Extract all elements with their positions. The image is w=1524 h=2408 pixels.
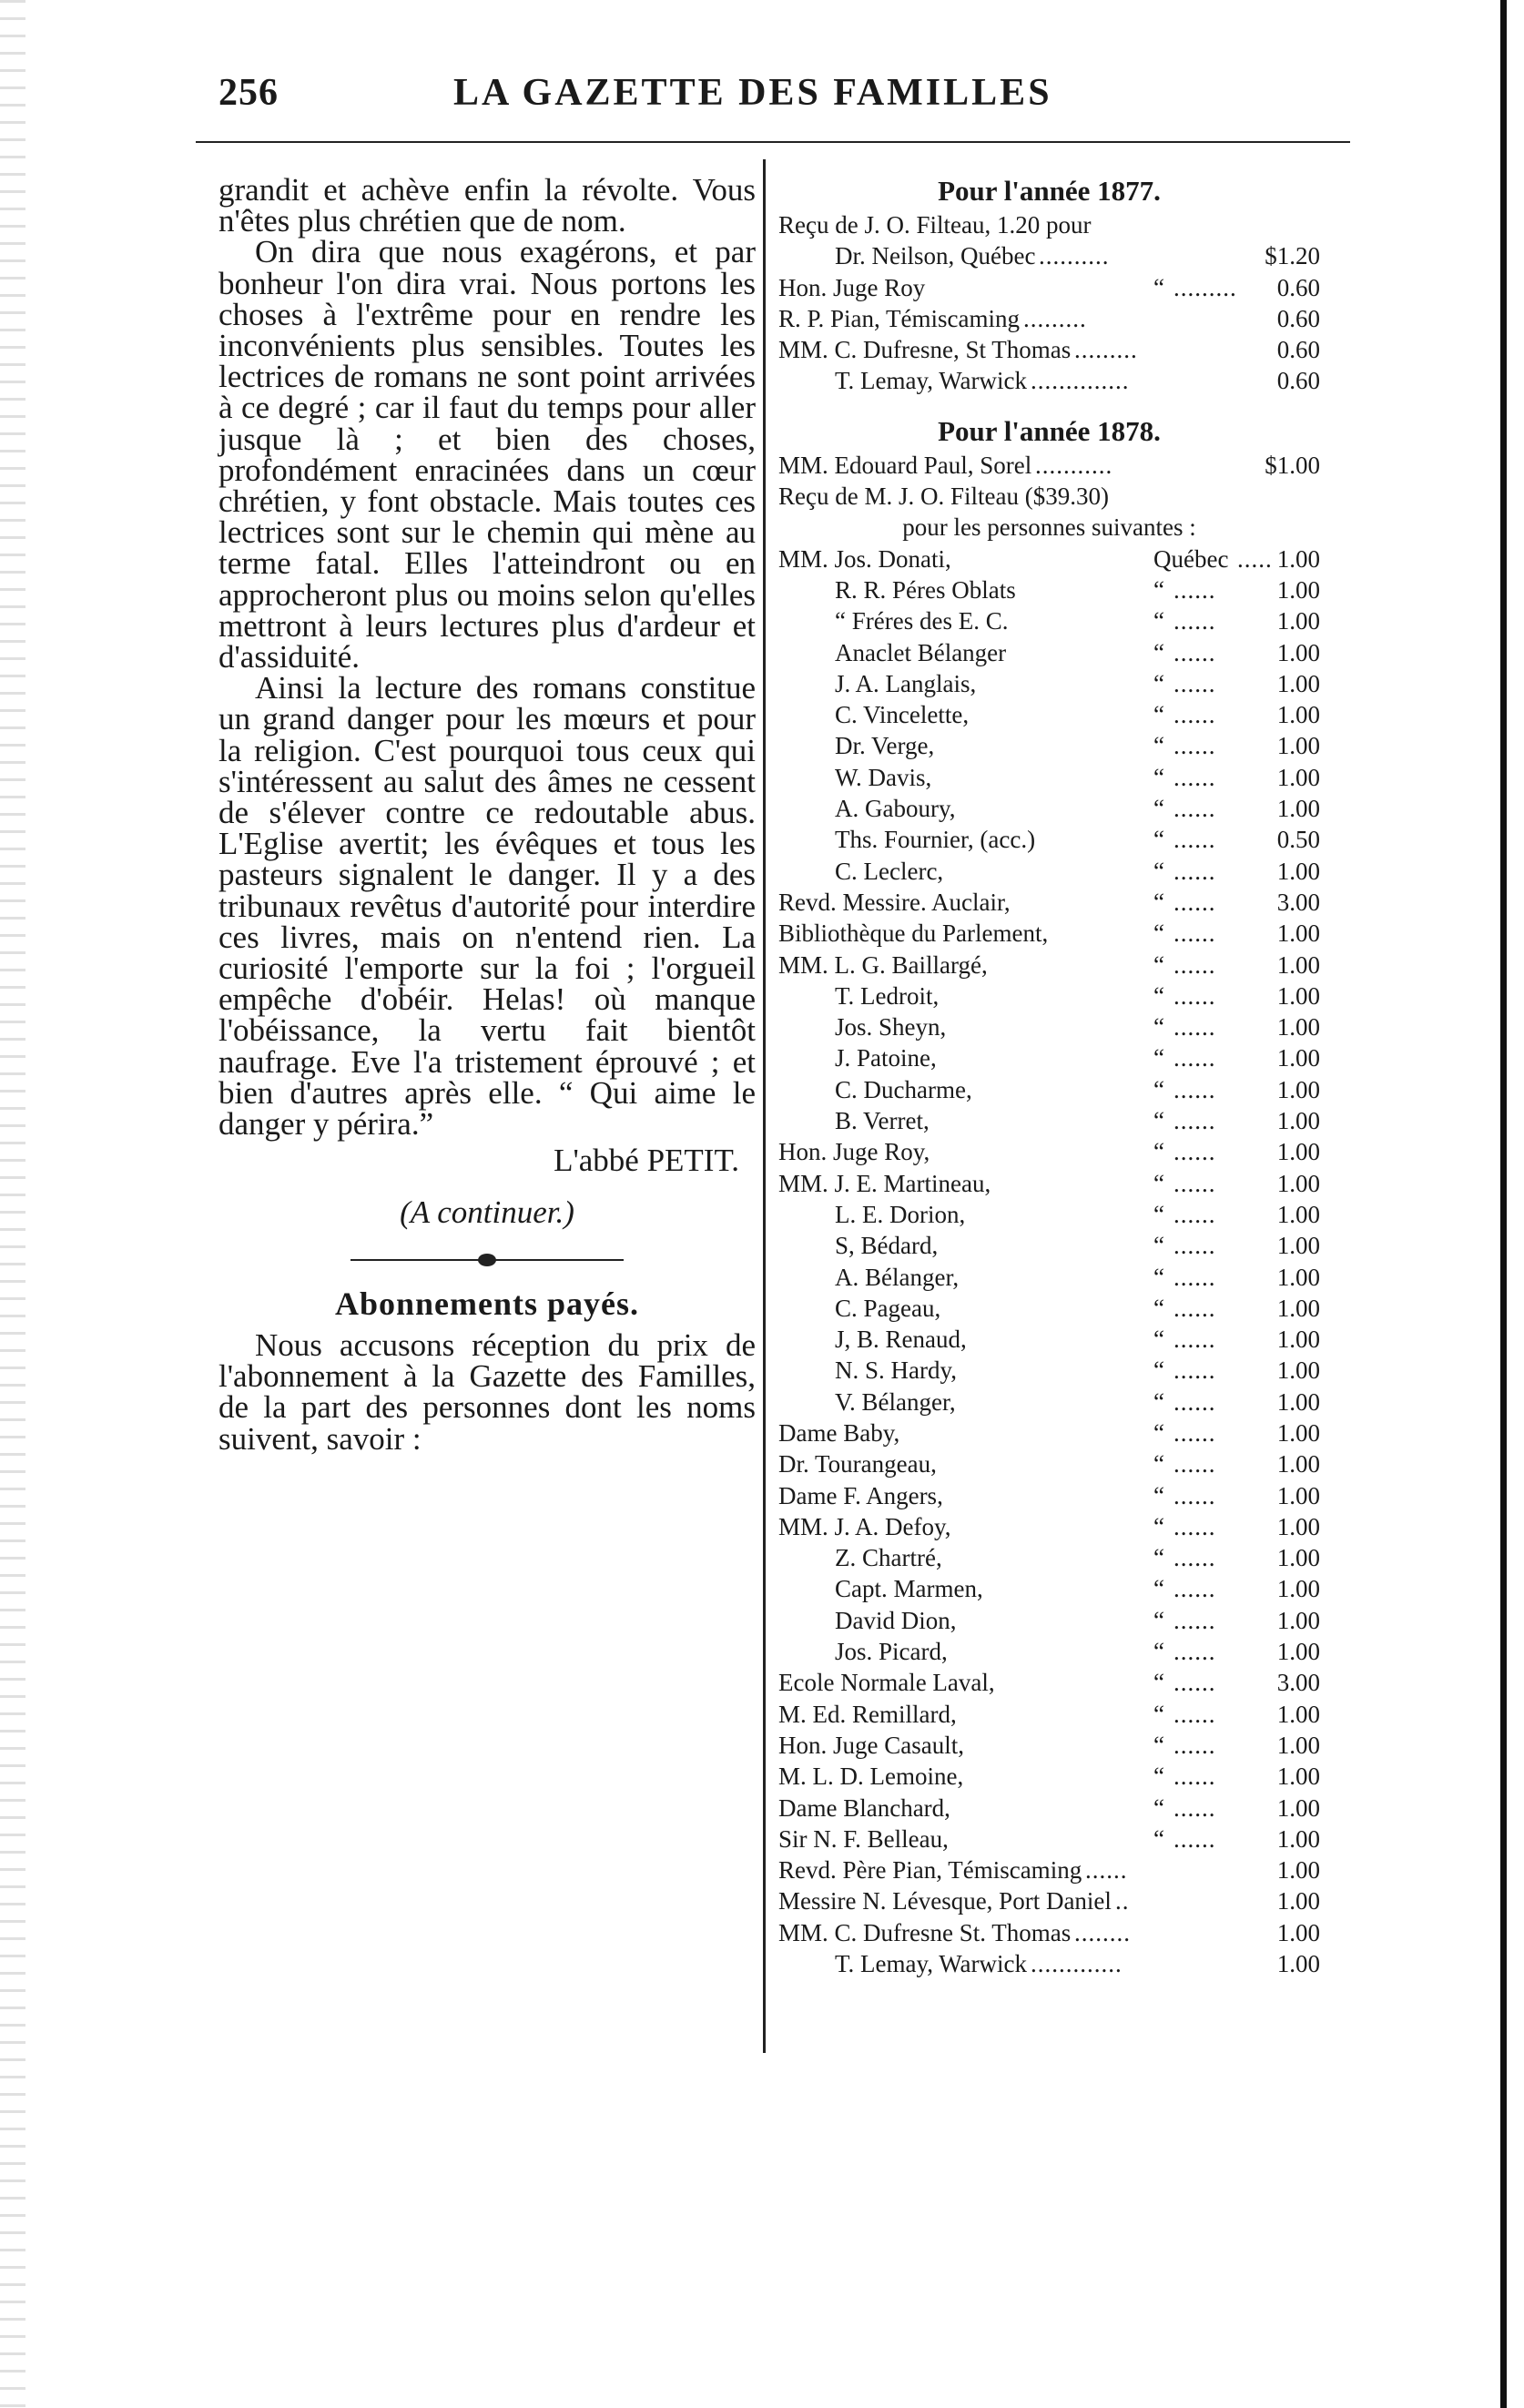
ditto-mark: Québec bbox=[1153, 544, 1229, 573]
leader-dots: ...... bbox=[1173, 981, 1216, 1010]
subscriber-name: R. P. Pian, Témiscaming bbox=[778, 304, 1021, 332]
ditto-mark: “ bbox=[1153, 888, 1164, 916]
list-item bbox=[778, 272, 1320, 303]
section-title: Abonnements payés. bbox=[334, 1285, 640, 1322]
ditto-mark: “ bbox=[1153, 1138, 1164, 1166]
column-rule bbox=[763, 159, 766, 2053]
spacer bbox=[778, 397, 1320, 413]
ditto-mark: “ bbox=[1153, 1263, 1164, 1291]
amount: 1.00 bbox=[1276, 763, 1320, 791]
subscriber-name: Z. Chartré, bbox=[835, 1544, 942, 1572]
ditto-mark: “ bbox=[1153, 1169, 1164, 1197]
leader-dots: ......... bbox=[1173, 273, 1237, 301]
list-item bbox=[778, 1230, 1320, 1261]
list-item bbox=[778, 1105, 1320, 1136]
subscriber-name: S, Bédard, bbox=[835, 1232, 939, 1260]
ditto-mark: “ bbox=[1153, 669, 1164, 697]
amount: 1.00 bbox=[1276, 857, 1320, 885]
paragraph: On dira que nous exagérons, et par bonheur l'on dira vrai. Nous portons les choses à l'extrême pour en rendre les inconvénients plus sensibles. Toutes les lectrices de romans ne sont point arrivées à ce degré ; car il faut du temps pour aller jusque là ; et bien des choses, profondément enracinées dans un cœur chrétien, y font obstacle. Mais toutes ces lectrices sont sur le chemin qui mène au terme fatal. Elles l'atteindront ou en approcheront plus ou moins selon qu'elles mettront à leurs lectures plus d'ardeur et d'assiduité. bbox=[218, 234, 756, 676]
subscriber-name: MM. J. E. Martineau, bbox=[778, 1169, 991, 1197]
ditto-mark: “ bbox=[1153, 1387, 1164, 1416]
list-item bbox=[778, 365, 1320, 396]
ditto-mark: “ bbox=[1153, 1793, 1164, 1822]
leader-dots: ...... bbox=[1173, 920, 1216, 948]
leader-dots: ...... bbox=[1173, 1700, 1216, 1728]
year-heading-1877: Pour l'année 1877. bbox=[938, 175, 1161, 207]
running-title: LA GAZETTE DES FAMILLES bbox=[453, 72, 1052, 114]
list-item bbox=[778, 950, 1320, 980]
list-item bbox=[778, 1324, 1320, 1355]
amount: 1.00 bbox=[1276, 1918, 1320, 1946]
amount: $1.00 bbox=[1265, 451, 1320, 479]
subscriber-name: Jos. Picard, bbox=[835, 1638, 948, 1666]
subscriber-name: M. L. D. Lemoine, bbox=[778, 1763, 964, 1791]
ditto-mark: “ bbox=[1153, 1232, 1164, 1260]
subscriber-name: Dr. Verge, bbox=[835, 732, 935, 760]
list-item bbox=[778, 1917, 1320, 1948]
list-item bbox=[778, 1011, 1320, 1042]
leader-dots: ...... bbox=[1173, 1418, 1216, 1447]
amount: 1.00 bbox=[1276, 1263, 1320, 1291]
list-item bbox=[778, 1948, 1320, 1979]
list-item bbox=[778, 824, 1320, 855]
subscriber-name: MM. J. A. Defoy, bbox=[778, 1512, 951, 1540]
leader-dots: ...... bbox=[1173, 888, 1216, 916]
subscriber-name: Revd. Père Pian, Témiscaming bbox=[778, 1856, 1082, 1885]
ditto-mark: “ bbox=[1153, 575, 1164, 604]
subscriber-name: Dame Blanchard, bbox=[778, 1793, 950, 1822]
leader-dots: ...... bbox=[1173, 1606, 1216, 1634]
subscriber-name: Sir N. F. Belleau, bbox=[778, 1824, 949, 1853]
subscriber-name: Anaclet Bélanger bbox=[835, 638, 1007, 666]
subscriber-name: V. Bélanger, bbox=[835, 1387, 956, 1416]
list-item bbox=[778, 334, 1320, 365]
amount: 1.00 bbox=[1276, 1638, 1320, 1666]
amount: 1.00 bbox=[1276, 981, 1320, 1010]
leader-dots: ...... bbox=[1173, 1512, 1216, 1540]
subscriber-list-1878 bbox=[778, 450, 1320, 1980]
amount: 1.00 bbox=[1276, 607, 1320, 635]
leader-dots: ...... bbox=[1173, 1044, 1216, 1072]
subscriber-name: M. Ed. Remillard, bbox=[778, 1700, 957, 1728]
leader-dots: ...... bbox=[1173, 1107, 1216, 1135]
leader-dots: .............. bbox=[1031, 367, 1130, 395]
amount: 0.60 bbox=[1276, 367, 1320, 395]
leader-dots: ...... bbox=[1173, 1356, 1216, 1385]
leader-dots: ...... bbox=[1173, 1169, 1216, 1197]
subscriber-name: J, B. Renaud, bbox=[835, 1326, 967, 1354]
list-item bbox=[778, 450, 1320, 481]
list-item bbox=[778, 303, 1320, 334]
list-item bbox=[778, 1293, 1320, 1324]
subscriber-name: Capt. Marmen, bbox=[835, 1575, 983, 1603]
subscriber-name: MM. C. Dufresne St. Thomas bbox=[778, 1918, 1072, 1946]
amount: 1.00 bbox=[1276, 1418, 1320, 1447]
list-item bbox=[778, 1761, 1320, 1792]
amount: 1.00 bbox=[1276, 1856, 1320, 1885]
list-note: pour les personnes suivantes : bbox=[902, 513, 1196, 542]
list-item bbox=[778, 1417, 1320, 1448]
list-item bbox=[778, 1168, 1320, 1199]
leader-dots: ............. bbox=[1031, 1950, 1123, 1978]
list-item bbox=[778, 1885, 1320, 1916]
amount: 1.00 bbox=[1276, 544, 1320, 573]
list-item bbox=[778, 1199, 1320, 1230]
amount: 1.00 bbox=[1276, 669, 1320, 697]
ditto-mark: “ bbox=[1153, 1638, 1164, 1666]
scan-edge-speckle bbox=[0, 0, 25, 2408]
ditto-mark: “ bbox=[1153, 1575, 1164, 1603]
list-item bbox=[778, 1480, 1320, 1511]
amount: 1.00 bbox=[1276, 1044, 1320, 1072]
list-item bbox=[778, 1699, 1320, 1730]
leader-dots: ...... bbox=[1173, 795, 1216, 823]
leader-dots: ...... bbox=[1173, 1481, 1216, 1509]
leader-dots: ...... bbox=[1173, 1731, 1216, 1759]
amount: 1.00 bbox=[1276, 1887, 1320, 1915]
ornament-diamond bbox=[478, 1254, 496, 1266]
author-signature: L'abbé PETIT. bbox=[554, 1143, 739, 1179]
leader-dots: ...... bbox=[1173, 1200, 1216, 1228]
list-item bbox=[778, 1074, 1320, 1105]
subscriber-name: Ths. Fournier, (acc.) bbox=[835, 826, 1036, 854]
ditto-mark: “ bbox=[1153, 826, 1164, 854]
list-item bbox=[778, 668, 1320, 699]
ditto-mark: “ bbox=[1153, 1294, 1164, 1322]
subscriber-name: MM. C. Dufresne, St Thomas bbox=[778, 336, 1072, 364]
list-item bbox=[778, 1636, 1320, 1667]
amount: 1.00 bbox=[1276, 950, 1320, 979]
paragraph: Ainsi la lecture des romans constitue un grand danger pour les mœurs et pour la religion. C'est pourquoi tous ceux qui s'intéressent au salut des âmes ne cessent de s'élever contre ce redoutable abus. L'Eglise avertit; les évêques et tous les pasteurs signalent le danger. Il y a des tribunaux revêtus d'autorité pour interdire ces livres, mais on n'entend rien. La curiosité l'emporte sur la foi ; l'orgueil empêche d'obéir. Helas! où manque l'obéissance, la vertu fait bientôt naufrage. Eve l'a tristement éprouvé ; et bien d'autres après elle. “ Qui aime le danger y périra.” bbox=[218, 670, 756, 1143]
amount: 1.00 bbox=[1276, 575, 1320, 604]
subscriber-name: MM. Jos. Donati, bbox=[778, 544, 951, 573]
subscriber-name: Jos. Sheyn, bbox=[835, 1013, 947, 1041]
amount: 0.50 bbox=[1276, 826, 1320, 854]
list-item bbox=[778, 887, 1320, 918]
amount: 1.00 bbox=[1276, 1013, 1320, 1041]
leader-dots: .. bbox=[1115, 1887, 1130, 1915]
list-item bbox=[778, 1511, 1320, 1542]
subscriber-name: A. Gaboury, bbox=[835, 795, 956, 823]
amount: 0.60 bbox=[1276, 273, 1320, 301]
section-intro: Nous accusons réception du prix de l'abonnement à la Gazette des Familles, de la part des personnes dont les noms suivent, savoir : bbox=[218, 1326, 756, 1457]
amount: 1.00 bbox=[1276, 1700, 1320, 1728]
ornament-divider bbox=[351, 1254, 624, 1266]
amount: 1.00 bbox=[1276, 1200, 1320, 1228]
amount: 1.00 bbox=[1276, 1606, 1320, 1634]
subscriber-name: A. Bélanger, bbox=[835, 1263, 960, 1291]
amount: 1.00 bbox=[1276, 1326, 1320, 1354]
subscriber-name: MM. Edouard Paul, Sorel bbox=[778, 451, 1032, 479]
amount: 1.00 bbox=[1276, 1544, 1320, 1572]
amount: 3.00 bbox=[1276, 888, 1320, 916]
leader-dots: ...... bbox=[1173, 826, 1216, 854]
amount: 1.00 bbox=[1276, 1107, 1320, 1135]
leader-dots: ...... bbox=[1173, 638, 1216, 666]
subscriber-name: C. Ducharme, bbox=[835, 1075, 972, 1103]
leader-dots: ...... bbox=[1173, 763, 1216, 791]
ditto-mark: “ bbox=[1153, 607, 1164, 635]
leader-dots: ...... bbox=[1173, 1294, 1216, 1322]
list-item bbox=[778, 762, 1320, 793]
right-column bbox=[778, 173, 1320, 1979]
amount: 1.00 bbox=[1276, 795, 1320, 823]
subscriber-list-1877 bbox=[778, 209, 1320, 397]
ditto-mark: “ bbox=[1153, 1731, 1164, 1759]
amount: 1.00 bbox=[1276, 920, 1320, 948]
amount: 1.00 bbox=[1276, 1731, 1320, 1759]
header-rule bbox=[196, 141, 1350, 143]
subscriber-name: N. S. Hardy, bbox=[835, 1356, 957, 1385]
continued-note: (A continuer.) bbox=[400, 1194, 574, 1230]
ditto-mark: “ bbox=[1153, 763, 1164, 791]
leader-dots: ...... bbox=[1173, 1326, 1216, 1354]
list-item bbox=[778, 1387, 1320, 1417]
ditto-mark: “ bbox=[1153, 950, 1164, 979]
subscriber-name: C. Vincelette, bbox=[835, 701, 970, 729]
leader-dots: .......... bbox=[1039, 242, 1110, 270]
ditto-mark: “ bbox=[1153, 638, 1164, 666]
list-item bbox=[778, 1262, 1320, 1293]
leader-dots: ...... bbox=[1173, 701, 1216, 729]
page-header bbox=[218, 71, 1129, 126]
ditto-mark: “ bbox=[1153, 1200, 1164, 1228]
list-item bbox=[778, 1824, 1320, 1854]
amount: 0.60 bbox=[1276, 336, 1320, 364]
amount: 1.00 bbox=[1276, 1387, 1320, 1416]
subscriber-name: Hon. Juge Casault, bbox=[778, 1731, 964, 1759]
list-note: Reçu de M. J. O. Filteau ($39.30) bbox=[778, 483, 1109, 511]
subscriber-name: J. A. Langlais, bbox=[835, 669, 977, 697]
ditto-mark: “ bbox=[1153, 1326, 1164, 1354]
leader-dots: ...... bbox=[1173, 1387, 1216, 1416]
leader-dots: ........... bbox=[1035, 451, 1113, 479]
leader-dots: ..... bbox=[1237, 544, 1273, 573]
paragraph: grandit et achève enfin la révolte. Vous n'êtes plus chrétien que de nom. bbox=[218, 172, 756, 239]
subscriber-name: Dr. Neilson, Québec bbox=[835, 242, 1036, 270]
amount: 1.00 bbox=[1276, 1450, 1320, 1478]
amount: 1.00 bbox=[1276, 1169, 1320, 1197]
ditto-mark: “ bbox=[1153, 273, 1164, 301]
subscriber-name: Revd. Messire. Auclair, bbox=[778, 888, 1011, 916]
ditto-mark: “ bbox=[1153, 920, 1164, 948]
subscriber-name: T. Lemay, Warwick bbox=[835, 367, 1027, 395]
leader-dots: ...... bbox=[1173, 1793, 1216, 1822]
leader-dots: ...... bbox=[1173, 1138, 1216, 1166]
leader-dots: ...... bbox=[1173, 1763, 1216, 1791]
list-item bbox=[778, 637, 1320, 668]
subscriber-name: L. E. Dorion, bbox=[835, 1200, 966, 1228]
leader-dots: ...... bbox=[1173, 1232, 1216, 1260]
leader-dots: ...... bbox=[1173, 1013, 1216, 1041]
leader-dots: ...... bbox=[1173, 732, 1216, 760]
amount: 1.00 bbox=[1276, 1075, 1320, 1103]
subscriber-name: R. R. Péres Oblats bbox=[835, 575, 1016, 604]
amount: 1.00 bbox=[1276, 1232, 1320, 1260]
leader-dots: ...... bbox=[1173, 1638, 1216, 1666]
subscriber-name: Hon. Juge Roy, bbox=[778, 1138, 930, 1166]
ditto-mark: “ bbox=[1153, 701, 1164, 729]
leader-dots: ...... bbox=[1173, 1263, 1216, 1291]
ditto-mark: “ bbox=[1153, 1669, 1164, 1697]
amount: 1.00 bbox=[1276, 732, 1320, 760]
list-item bbox=[778, 699, 1320, 730]
subscriber-name: Ecole Normale Laval, bbox=[778, 1669, 995, 1697]
list-item bbox=[778, 605, 1320, 636]
ditto-mark: “ bbox=[1153, 1107, 1164, 1135]
leader-dots: ...... bbox=[1173, 1544, 1216, 1572]
subscriber-name: Dame Baby, bbox=[778, 1418, 900, 1447]
ditto-mark: “ bbox=[1153, 1418, 1164, 1447]
list-item bbox=[778, 1042, 1320, 1073]
leader-dots: ...... bbox=[1173, 1575, 1216, 1603]
list-item bbox=[778, 1136, 1320, 1167]
list-item bbox=[778, 793, 1320, 824]
subscriber-name: T. Ledroit, bbox=[835, 981, 940, 1010]
list-item bbox=[778, 1448, 1320, 1479]
subscriber-name: Bibliothèque du Parlement, bbox=[778, 920, 1049, 948]
amount: 1.00 bbox=[1276, 1793, 1320, 1822]
leader-dots: ......... bbox=[1074, 336, 1138, 364]
leader-dots: ...... bbox=[1173, 1450, 1216, 1478]
amount: 1.00 bbox=[1276, 1356, 1320, 1385]
leader-dots: ...... bbox=[1173, 1669, 1216, 1697]
subscriber-name: David Dion, bbox=[835, 1606, 957, 1634]
amount: 1.00 bbox=[1276, 1824, 1320, 1853]
leader-dots: ...... bbox=[1173, 607, 1216, 635]
subscriber-name: T. Lemay, Warwick bbox=[835, 1950, 1027, 1978]
subscriber-name: B. Verret, bbox=[835, 1107, 930, 1135]
ditto-mark: “ bbox=[1153, 1075, 1164, 1103]
list-item bbox=[778, 1542, 1320, 1573]
list-item bbox=[778, 1355, 1320, 1386]
ditto-mark: “ bbox=[1153, 1481, 1164, 1509]
list-item bbox=[778, 1793, 1320, 1824]
amount: 1.00 bbox=[1276, 638, 1320, 666]
subscriber-name: Messire N. Lévesque, Port Daniel bbox=[778, 1887, 1112, 1915]
subscriber-name: W. Davis, bbox=[835, 763, 932, 791]
leader-dots: ...... bbox=[1173, 575, 1216, 604]
ditto-mark: “ bbox=[1153, 857, 1164, 885]
leader-dots: ...... bbox=[1173, 1075, 1216, 1103]
subscriber-name: Hon. Juge Roy bbox=[778, 273, 926, 301]
amount: 1.00 bbox=[1276, 1950, 1320, 1978]
list-item bbox=[778, 240, 1320, 271]
amount: 0.60 bbox=[1276, 304, 1320, 332]
left-column bbox=[218, 172, 756, 1457]
list-item bbox=[778, 856, 1320, 887]
list-item bbox=[778, 1854, 1320, 1885]
list-item bbox=[778, 544, 1320, 574]
subscriber-name: C. Leclerc, bbox=[835, 857, 944, 885]
subscriber-name: J. Patoine, bbox=[835, 1044, 937, 1072]
subscriber-name: Dame F. Angers, bbox=[778, 1481, 943, 1509]
subscriber-name: “ Fréres des E. C. bbox=[835, 607, 1009, 635]
amount: 1.00 bbox=[1276, 701, 1320, 729]
list-item bbox=[778, 1730, 1320, 1761]
page-number: 256 bbox=[218, 72, 279, 114]
leader-dots: ...... bbox=[1173, 1824, 1216, 1853]
list-item bbox=[778, 1667, 1320, 1698]
ditto-mark: “ bbox=[1153, 1700, 1164, 1728]
leader-dots: ...... bbox=[1173, 669, 1216, 697]
ditto-mark: “ bbox=[1153, 795, 1164, 823]
subscriber-name: C. Pageau, bbox=[835, 1294, 941, 1322]
amount: 1.00 bbox=[1276, 1575, 1320, 1603]
list-item bbox=[778, 730, 1320, 761]
ditto-mark: “ bbox=[1153, 1044, 1164, 1072]
subscriber-name: MM. L. G. Baillargé, bbox=[778, 950, 988, 979]
amount: 1.00 bbox=[1276, 1481, 1320, 1509]
leader-dots: ...... bbox=[1173, 950, 1216, 979]
subscriber-name: Dr. Tourangeau, bbox=[778, 1450, 937, 1478]
list-item bbox=[778, 1605, 1320, 1636]
ditto-mark: “ bbox=[1153, 1606, 1164, 1634]
ditto-mark: “ bbox=[1153, 1450, 1164, 1478]
ditto-mark: “ bbox=[1153, 1763, 1164, 1791]
amount: 3.00 bbox=[1276, 1669, 1320, 1697]
leader-dots: ........ bbox=[1074, 1918, 1131, 1946]
leader-dots: ......... bbox=[1023, 304, 1087, 332]
amount: 1.00 bbox=[1276, 1294, 1320, 1322]
amount: 1.00 bbox=[1276, 1512, 1320, 1540]
list-item bbox=[778, 980, 1320, 1011]
leader-dots: ...... bbox=[1085, 1856, 1128, 1885]
page-edge-rule bbox=[1500, 0, 1507, 2408]
year-heading-1878: Pour l'année 1878. bbox=[938, 414, 1161, 447]
ditto-mark: “ bbox=[1153, 1512, 1164, 1540]
ditto-mark: “ bbox=[1153, 732, 1164, 760]
ditto-mark: “ bbox=[1153, 1356, 1164, 1385]
amount: $1.20 bbox=[1265, 242, 1320, 270]
list-item bbox=[778, 918, 1320, 949]
leader-dots: ...... bbox=[1173, 857, 1216, 885]
ditto-mark: “ bbox=[1153, 1013, 1164, 1041]
ditto-mark: “ bbox=[1153, 1824, 1164, 1853]
list-note: Reçu de J. O. Filteau, 1.20 pour bbox=[778, 211, 1092, 239]
amount: 1.00 bbox=[1276, 1763, 1320, 1791]
ditto-mark: “ bbox=[1153, 1544, 1164, 1572]
list-item bbox=[778, 1573, 1320, 1604]
amount: 1.00 bbox=[1276, 1138, 1320, 1166]
list-item bbox=[778, 574, 1320, 605]
ditto-mark: “ bbox=[1153, 981, 1164, 1010]
